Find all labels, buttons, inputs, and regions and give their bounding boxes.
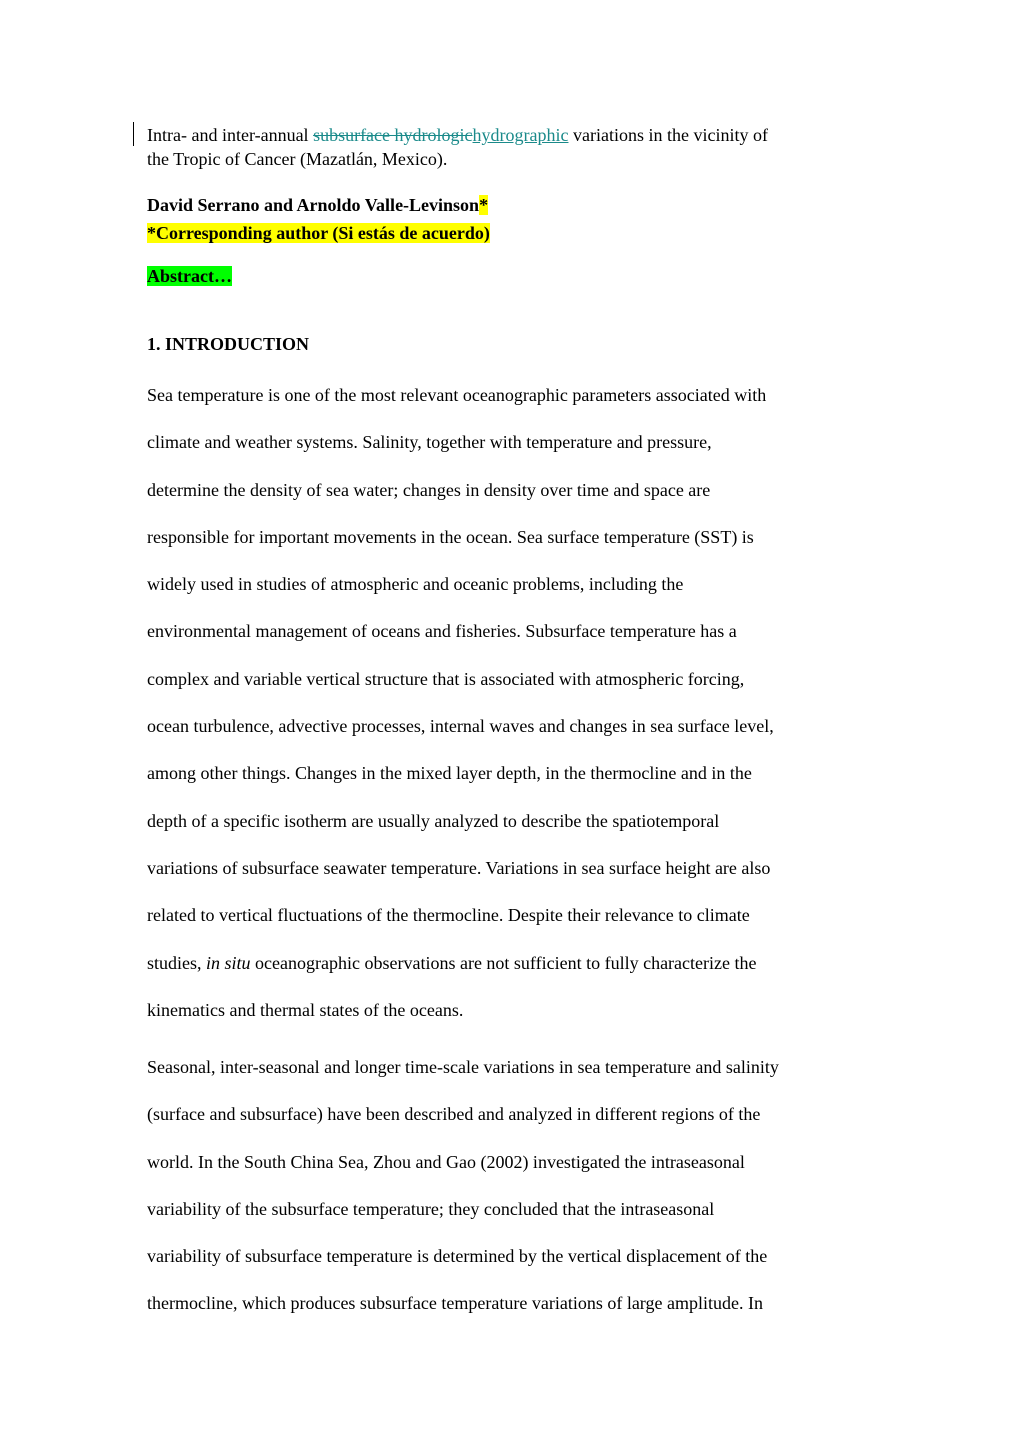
text-line: kinematics and thermal states of the oceans. xyxy=(147,999,464,1020)
document-title xyxy=(147,123,887,171)
abstract-highlight: Abstract… xyxy=(147,266,232,286)
italic-term: in situ xyxy=(206,952,251,973)
text-segment: studies, xyxy=(147,952,207,973)
title-suffix: variations in the vicinity of xyxy=(568,125,768,145)
text-line: complex and variable vertical structure that is associated with atmospheric forcing, xyxy=(147,668,745,689)
text-line: ocean turbulence, advective processes, internal waves and changes in sea surface level, xyxy=(147,716,774,737)
text-line: (surface and subsurface) have been described and analyzed in different regions of the xyxy=(147,1104,761,1125)
text-line: Sea temperature is one of the most relevant oceanographic parameters associated with xyxy=(147,385,767,405)
text-line: depth of a specific isotherm are usually analyzed to describe the spatiotemporal xyxy=(147,810,720,831)
text-line: variability of the subsurface temperature; they concluded that the intraseasonal xyxy=(147,1198,715,1219)
abstract-label xyxy=(147,263,232,289)
text-line: determine the density of sea water; changes in density over time and space are xyxy=(147,479,711,500)
title-line-2: the Tropic of Cancer (Mazatlán, Mexico). xyxy=(147,149,448,169)
text-line: related to vertical fluctuations of the thermocline. Despite their relevance to climate xyxy=(147,905,750,926)
paragraph-introduction-2 xyxy=(147,1044,877,1328)
text-line: climate and weather systems. Salinity, together with temperature and pressure, xyxy=(147,432,712,453)
tracked-insertion[interactable]: hydrographic xyxy=(472,125,569,145)
text-line: widely used in studies of atmospheric and oceanic problems, including the xyxy=(147,574,684,595)
corresponding-author-note: *Corresponding author (Si estás de acuerdo) xyxy=(147,223,490,243)
text-line: responsible for important movements in the ocean. Sea surface temperature (SST) is xyxy=(147,526,754,547)
text-line: Seasonal, inter-seasonal and longer time-scale variations in sea temperature and salinity xyxy=(147,1057,779,1077)
text-line: variability of subsurface temperature is determined by the vertical displacement of the xyxy=(147,1246,768,1267)
author-names: David Serrano and Arnoldo Valle-Levinson xyxy=(147,195,480,215)
tracked-deletion[interactable]: subsurface hydrologic xyxy=(313,125,473,145)
author-asterisk: * xyxy=(479,195,489,215)
text-line: thermocline, which produces subsurface temperature variations of large amplitude. In xyxy=(147,1293,763,1314)
revision-change-bar xyxy=(133,122,134,146)
text-line: environmental management of oceans and fisheries. Subsurface temperature has a xyxy=(147,621,737,642)
text-line: variations of subsurface seawater temperature. Variations in sea surface height are also xyxy=(147,857,771,878)
text-line xyxy=(147,940,877,987)
text-segment: oceanographic observations are not sufficient to fully characterize the xyxy=(250,952,757,973)
text-line: among other things. Changes in the mixed layer depth, in the thermocline and in the xyxy=(147,763,752,784)
text-line: world. In the South China Sea, Zhou and Gao (2002) investigated the intraseasonal xyxy=(147,1151,745,1172)
title-prefix: Intra- and inter-annual xyxy=(147,125,314,145)
author-block xyxy=(147,191,490,247)
section-heading: 1. INTRODUCTION xyxy=(147,334,310,354)
paragraph-introduction-1 xyxy=(147,372,877,1034)
